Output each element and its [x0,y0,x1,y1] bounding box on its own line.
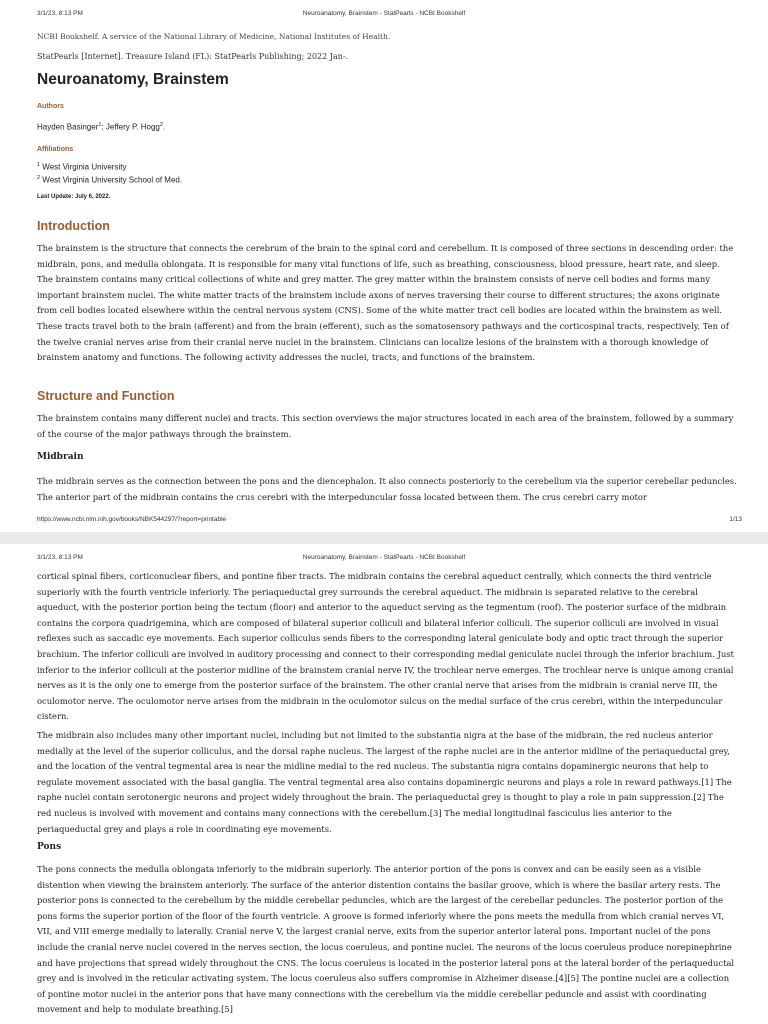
print-header-2 [0,554,768,566]
last-update: Last Update: July 6, 2022. [37,194,111,200]
pons-text: The pons connects the medulla oblongata inferiorly to the midbrain superiorly. The anterior portion of the pons is convex and can be easily seen as a visible distention when viewing the brainstem anteriorly. The surface of the anterior distention contains the basilar groove, which is where the basilar artery rests. The posterior pons is connected to the cerebellum by the middle cerebellar peduncles, which are the largest of the cerebellar peduncles. The posterior portion of the pons forms the superior portion of the floor of the fourth ventricle. A groove is formed inferiorly where the pons meets the medulla from which cranial nerves VI, VII, and VIII emerge medially to laterally. Cranial nerve V, the largest cranial nerve, exits from the superior anterior lateral pons. Important nuclei of the pons include the cranial nerve nuclei covered in the nerves section, the locus coeruleus, and pontine nuclei. The neurons of the locus coeruleus produce norepinephrine and have projections that spread widely throughout the CNS. The locus coeruleus is located in the posterior lateral pons at the lateral border of the periaqueductal grey and is involved in the reticular activating system. The locus coeruleus also suffers compromise in Alzheimer disease.[4][5] The pontine nuclei are a collection of pontine motor nuclei in the anterior pons that have many connections with the cerebellum via the middle cerebellar peduncle and assist with coordinating movement and help to modulate breathing.[5] [37,864,735,1015]
affiliations-label[interactable]: Affiliations [37,146,74,153]
structure-function-heading: Structure and Function [37,389,175,403]
print-datetime: 3/1/23, 8:13 PM [37,10,83,17]
affiliation-1-sup: 1 [37,162,41,168]
pons-heading: Pons [37,842,62,852]
structure-function-text: The brainstem contains many different nuclei and tracts. This section overviews the major structures located in each area of the brainstem, followed by a summary of the course of the major pathways through the brainstem. [37,413,734,439]
print-header [0,10,768,22]
print-doc-title: Neuroanatomy, Brainstem - StatPearls - NCBI Bookshelf [302,10,466,17]
print-datetime-2: 3/1/23, 8:13 PM [37,554,83,561]
author-1-sup: 1 [98,122,102,128]
author-1[interactable]: Hayden Basinger [37,122,99,132]
author-separator[interactable]: ; Jeffery P. Hogg [101,122,160,132]
authors-label[interactable]: Authors [37,103,64,110]
page-title: Neuroanatomy, Brainstem [37,71,229,88]
midbrain-heading: Midbrain [37,452,84,462]
print-url[interactable]: https://www.ncbi.nlm.nih.gov/books/NBK544297/?report=printable [37,516,227,523]
authors-line [37,119,165,134]
ncbi-bookshelf-line: NCBI Bookshelf. A service of the National Library of Medicine, National Institutes of Health. [37,32,391,41]
print-page-number: 1/13 [729,516,742,523]
midbrain-text-part-2: cortical spinal fibers, corticonuclear fibers, and pontine fiber tracts. The midbrain contains the cerebral aqueduct centrally, which connects the third ventricle superiorly with the fourth ventricle inferiorly. The periaqueductal grey surrounds the cerebral aqueduct. The midbrain is separated relative to the cerebral aqueduct, with the posterior portion being the tectum (floor) and anterior to the aqueduct serving as the tegmentum (roof). The posterior surface of the midbrain contains the corpora quadrigemina, which are composed of bilateral superior colliculi and bilateral inferior colliculi. The superior colliculi are involved in visual reflexes such as saccadic eye movements. Each superior colliculus sends fibers to the corresponding lateral geniculate body and optic tract through the superior brachium. The inferior colliculi are involved in auditory processing and connect to their corresponding medial geniculate nuclei through the inferior brachium. Just inferior to the inferior colliculi at the posterior midline of the brainstem cranial nerve IV, the trochlear nerve emerges. The trochlear nerve is unique among cranial nerves as it is the only one to emerge from the posterior surface of the brainstem. The other cranial nerve that arises from the midbrain is cranial nerve III, the oculomotor nerve. The oculomotor nerve arises from the midbrain in the oculomotor sulcus on the medial surface of the crus cerebri, within the interpeduncular cistern. [37,571,734,722]
affiliation-1-text: West Virginia University [42,162,127,172]
midbrain-text-part-1: The midbrain serves as the connection between the pons and the diencephalon. It also connects posteriorly to the cerebellum via the superior cerebellar peduncles. The anterior part of the midbrain contains the crus cerebri with the interpeduncular fossa located between them. The crus cerebri carry motor [37,476,737,502]
affiliation-2-text: West Virginia University School of Med. [42,175,183,185]
author-end: . [162,122,166,132]
citation: StatPearls [Internet]. Treasure Island (FL): StatPearls Publishing; 2022 Jan-. [37,52,349,61]
author-2-sup: 2 [159,122,163,128]
midbrain-text-part-3: The midbrain also includes many other important nuclei, including but not limited to the substantia nigra at the base of the midbrain, the red nucleus anterior medially at the level of the superior colliculus, and the dorsal raphe nucleus. The largest of the raphe nuclei are in the anterior midline of the periaqueductal grey, and the location of the ventral tegmental area is near the midline medial to the red nucleus. The substantia nigra contains dopaminergic neurons that help to regulate movement associated with the basal ganglia. The ventral tegmental area also contains dopaminergic neurons and plays a role in reward pathways.[1] The raphe nuclei contain serotonergic neurons and project widely throughout the brain. The periaqueductal grey is thought to play a role in pain suppression.[2] The red nucleus is involved with movement and contains many connections with the cerebellum.[3] The medial longitudinal fasciculus lies anterior to the periaqueductal grey and plays a role in coordinating eye movements. [37,730,732,834]
affiliation-2-sup: 2 [37,175,41,181]
print-doc-title-2: Neuroanatomy, Brainstem - StatPearls - NCBI Bookshelf [302,554,466,561]
print-page-2 [0,544,768,1024]
affiliation-2 [37,172,182,187]
introduction-heading: Introduction [37,219,110,233]
introduction-text: The brainstem is the structure that connects the cerebrum of the brain to the spinal cord and cerebellum. It is composed of three sections in descending order: the midbrain, pons, and medulla oblongata. It is responsible for many vital functions of life, such as breathing, consciousness, blood pressure, heart rate, and sleep. The brainstem contains many critical collections of white and grey matter. The grey matter within the brainstem consists of nerve cell bodies and forms many important brainstem nuclei. The white matter tracts of the brainstem include axons of nerves traversing their course to different structures; the axons originate from cell bodies located elsewhere within the central nervous system (CNS). Some of the white matter tract cell bodies are located within the brainstem as well. These tracts travel both to the brain (afferent) and from the brain (efferent), such as the somatosensory pathways and the corticospinal tracts, respectively. Ten of the twelve cranial nerves arise from their cranial nerve nuclei in the brainstem. Clinicians can localize lesions of the brainstem with a thorough knowledge of brainstem anatomy and functions. The following activity addresses the nuclei, tracts, and functions of the brainstem. [37,243,734,363]
